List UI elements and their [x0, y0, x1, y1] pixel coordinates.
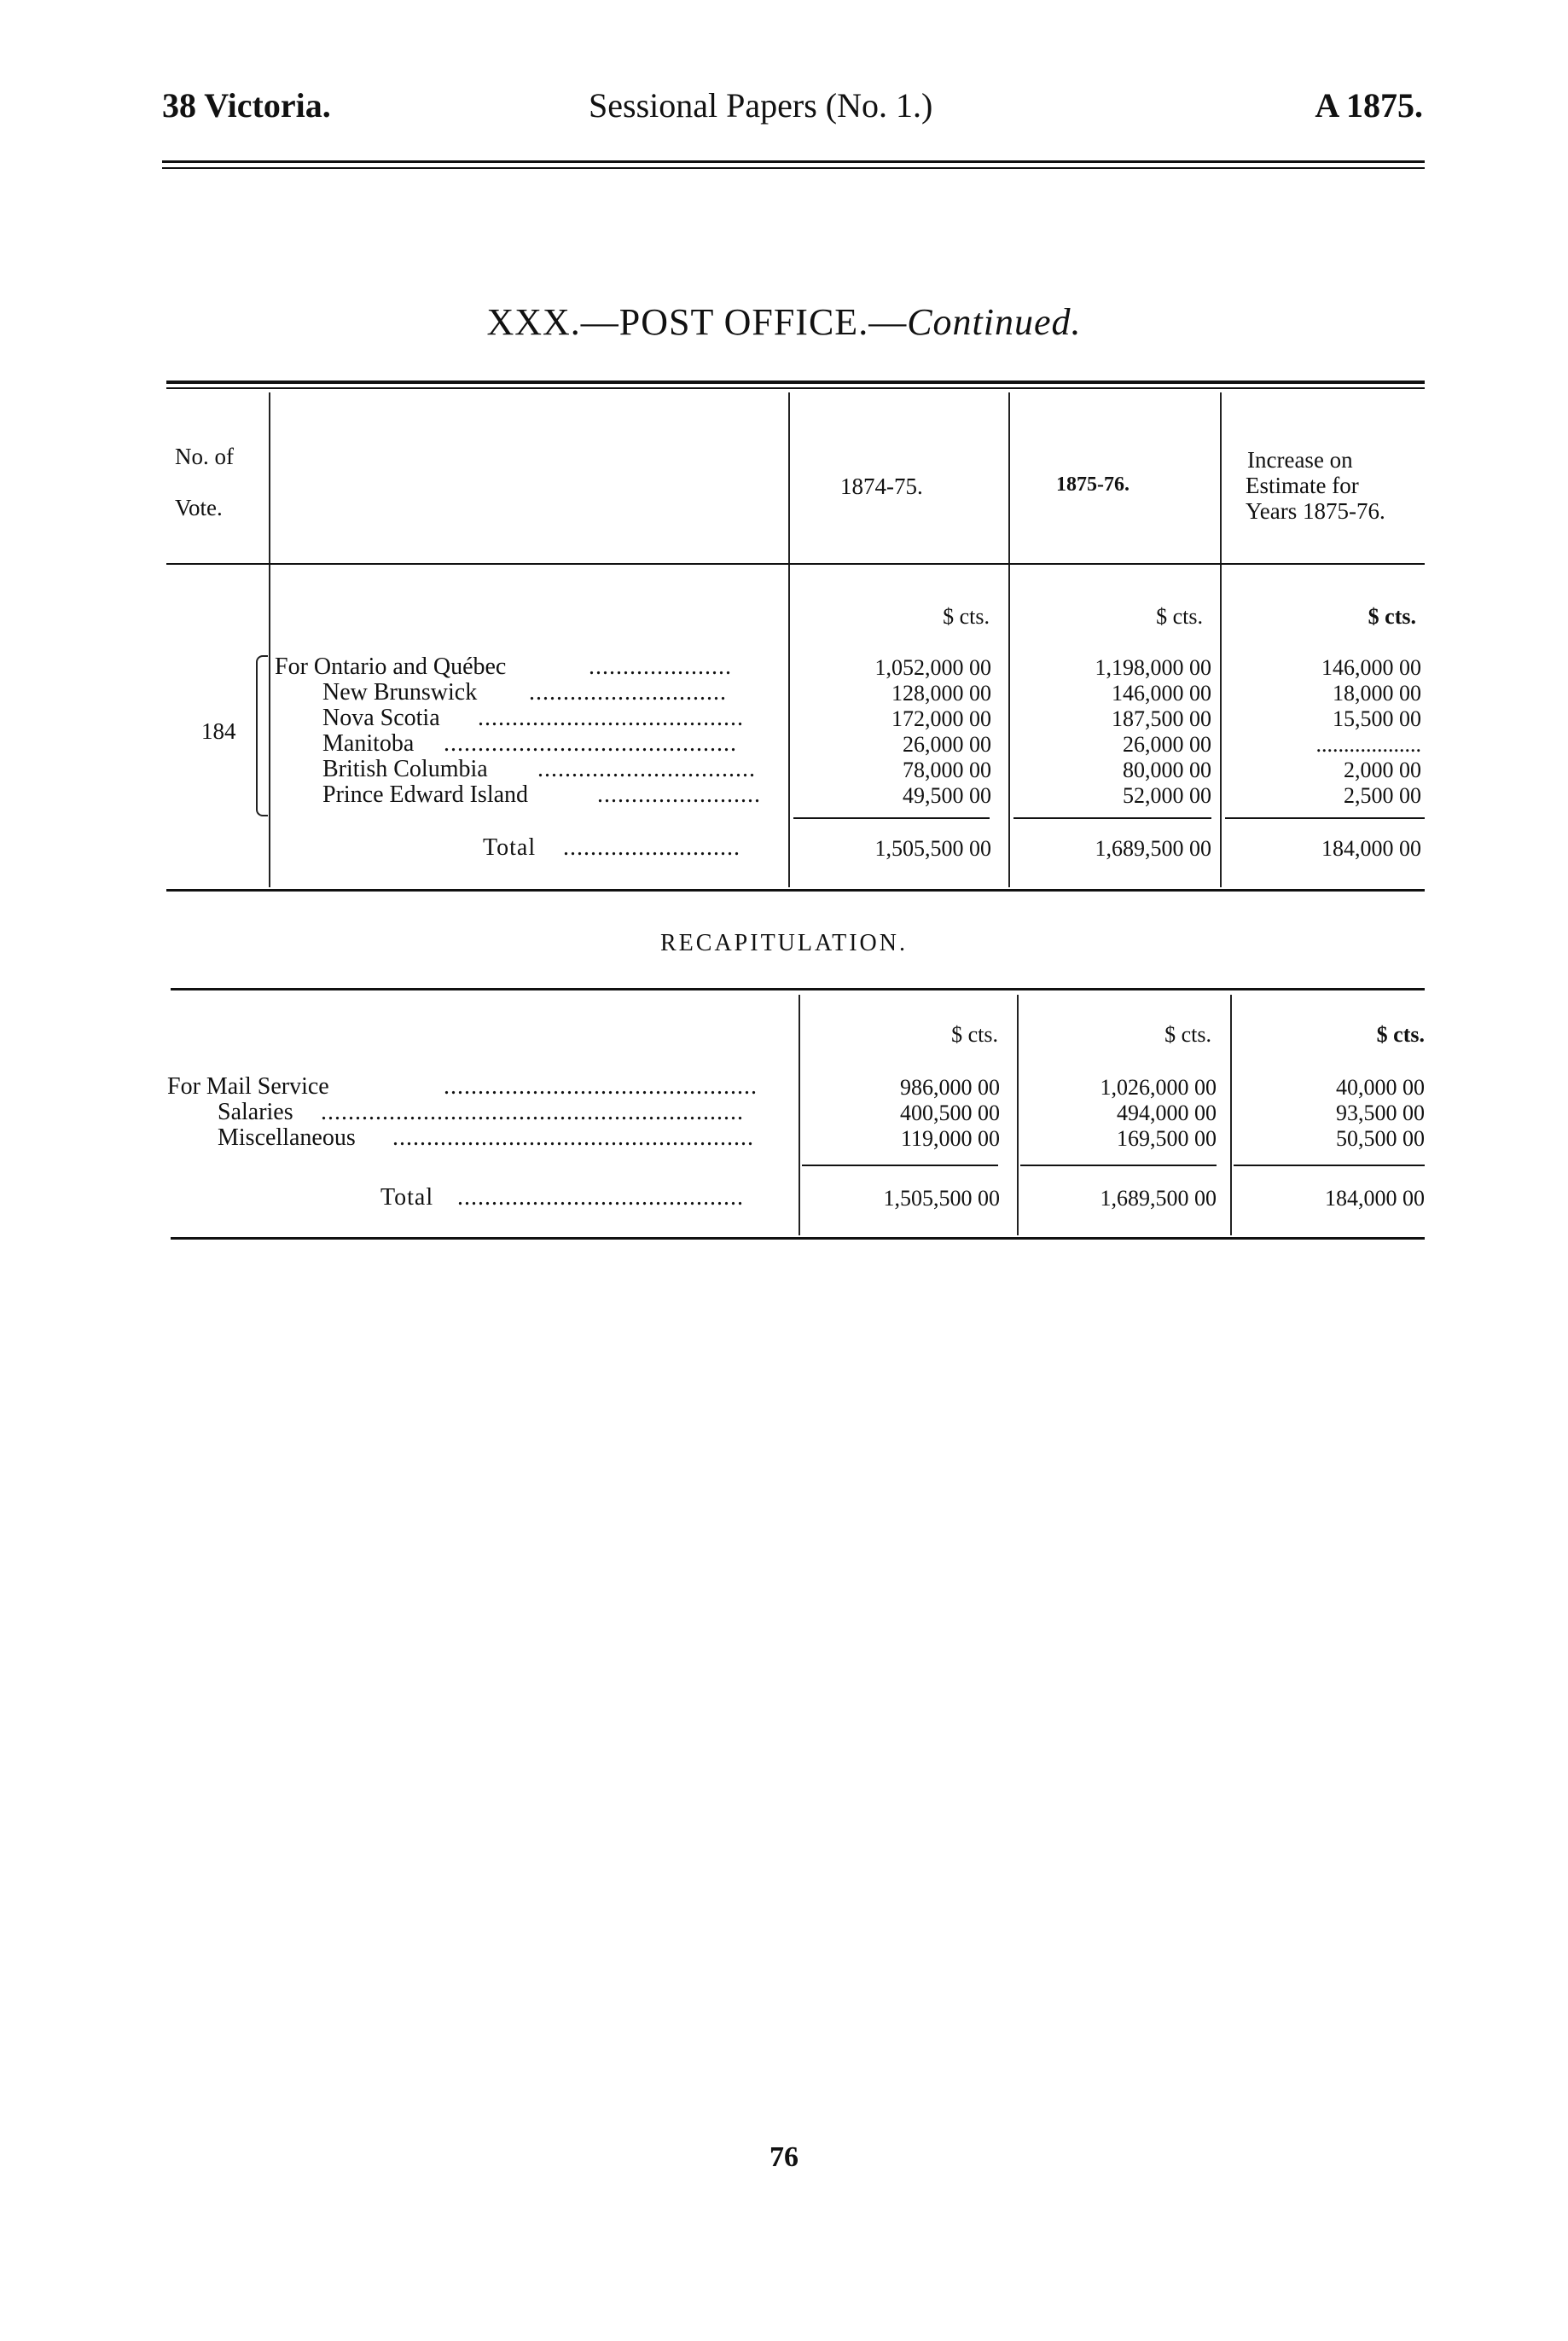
row-1874: 119,000 00: [900, 1126, 1000, 1151]
row-1874: 78,000 00: [903, 758, 991, 782]
total-rule-1875: [1013, 817, 1211, 819]
page-number: 76: [769, 2141, 799, 2173]
col-header-increase-2: Estimate for: [1246, 473, 1359, 498]
total-1874: 1,505,500 00: [874, 836, 991, 861]
row-1875: 1,198,000 00: [1095, 655, 1211, 680]
row-label: Salaries: [218, 1099, 293, 1125]
row-1874: 400,500 00: [900, 1101, 1000, 1125]
col-header-vote-1: No. of: [175, 444, 234, 469]
total-increase: 184,000 00: [1321, 836, 1421, 861]
row-1875: 146,000 00: [1112, 681, 1211, 706]
section-title-continued: Continued.: [907, 301, 1082, 343]
vote-brace: [256, 655, 268, 816]
leader-dots: ........................: [597, 781, 761, 808]
col-header-1874: 1874-75.: [840, 473, 923, 499]
unit-1874: $ cts.: [943, 604, 990, 629]
leader-dots: ..........................: [563, 834, 740, 861]
col-header-increase-3: Years 1875-76.: [1246, 498, 1385, 524]
recap-total-rule-1875: [1020, 1165, 1217, 1166]
col-header-increase-1: Increase on: [1247, 447, 1353, 473]
recap-unit-1875: $ cts.: [1164, 1022, 1211, 1047]
row-1874: 128,000 00: [891, 681, 991, 706]
table1-top-rule: [166, 380, 1425, 384]
row-label: Nova Scotia: [322, 705, 440, 731]
row-increase: 40,000 00: [1336, 1075, 1425, 1100]
leader-dots: ..............................................................: [321, 1099, 744, 1125]
leader-dots: ................................: [537, 756, 756, 782]
row-increase: 146,000 00: [1321, 655, 1421, 680]
table1-vline-4: [1220, 392, 1222, 887]
unit-increase: $ cts.: [1368, 604, 1416, 629]
table2-vline-2: [1017, 995, 1019, 1235]
row-increase: 15,500 00: [1333, 706, 1421, 731]
row-increase: 93,500 00: [1336, 1101, 1425, 1125]
header-rule-top: [162, 160, 1425, 163]
header-rule-bottom: [162, 167, 1425, 169]
running-header-center: Sessional Papers (No. 1.): [589, 86, 933, 125]
row-1875: 169,500 00: [1117, 1126, 1217, 1151]
vote-number: 184: [201, 718, 236, 744]
recap-unit-increase: $ cts.: [1376, 1022, 1425, 1047]
row-label: Miscellaneous: [218, 1124, 356, 1151]
row-increase: 2,500 00: [1344, 783, 1421, 808]
col-header-vote-2: Vote.: [175, 495, 223, 520]
recapitulation-heading: RECAPITULATION.: [660, 930, 908, 956]
row-increase: ...................: [1315, 732, 1421, 757]
recap-unit-1874: $ cts.: [951, 1022, 998, 1047]
total-1875: 1,689,500 00: [1100, 1186, 1217, 1211]
row-label: For Mail Service: [167, 1073, 329, 1100]
row-1875: 80,000 00: [1123, 758, 1211, 782]
total-label: Total: [483, 834, 537, 861]
recap-total-rule-increase: [1234, 1165, 1425, 1166]
table2-vline-3: [1230, 995, 1232, 1235]
row-1875: 52,000 00: [1123, 783, 1211, 808]
leader-dots: .....................................................: [392, 1124, 754, 1151]
total-label: Total: [380, 1184, 434, 1211]
leader-dots: ..........................................: [457, 1184, 744, 1211]
row-1874: 172,000 00: [891, 706, 991, 731]
leader-dots: ..............................................: [444, 1073, 758, 1100]
table1-vline-1: [269, 392, 270, 887]
total-1874: 1,505,500 00: [883, 1186, 1000, 1211]
leader-dots: .....................: [589, 654, 732, 680]
row-increase: 2,000 00: [1344, 758, 1421, 782]
recap-total-rule-1874: [802, 1165, 998, 1166]
table2-bottom-rule: [171, 1237, 1425, 1240]
leader-dots: ...........................................: [444, 730, 737, 757]
col-header-1875: 1875-76.: [1056, 473, 1130, 496]
leader-dots: .......................................: [478, 705, 744, 731]
total-increase: 184,000 00: [1325, 1186, 1425, 1211]
table1-bottom-rule: [166, 889, 1425, 892]
table1-vline-2: [788, 392, 790, 887]
table2-vline-1: [799, 995, 800, 1235]
row-label: For Ontario and Québec: [275, 654, 507, 680]
section-title: [0, 300, 1568, 344]
running-header-left: 38 Victoria.: [162, 86, 331, 125]
table1-header-rule: [166, 563, 1425, 565]
running-header-right: A 1875.: [1315, 86, 1423, 125]
total-1875: 1,689,500 00: [1095, 836, 1211, 861]
row-1874: 26,000 00: [903, 732, 991, 757]
total-rule-1874: [793, 817, 990, 819]
unit-1875: $ cts.: [1156, 604, 1203, 629]
row-increase: 18,000 00: [1333, 681, 1421, 706]
row-label: New Brunswick: [322, 679, 478, 706]
row-1874: 986,000 00: [900, 1075, 1000, 1100]
leader-dots: .............................: [529, 679, 727, 706]
table1-top-rule-thin: [166, 387, 1425, 389]
total-rule-increase: [1225, 817, 1425, 819]
row-1874: 1,052,000 00: [874, 655, 991, 680]
row-label: British Columbia: [322, 756, 488, 782]
row-1874: 49,500 00: [903, 783, 991, 808]
row-label: Prince Edward Island: [322, 781, 529, 808]
table1-vline-3: [1008, 392, 1010, 887]
row-label: Manitoba: [322, 730, 415, 757]
row-1875: 494,000 00: [1117, 1101, 1217, 1125]
row-1875: 187,500 00: [1112, 706, 1211, 731]
row-increase: 50,500 00: [1336, 1126, 1425, 1151]
row-1875: 1,026,000 00: [1100, 1075, 1217, 1100]
section-title-main: XXX.—POST OFFICE.—: [486, 301, 908, 343]
table2-top-rule: [171, 988, 1425, 990]
row-1875: 26,000 00: [1123, 732, 1211, 757]
